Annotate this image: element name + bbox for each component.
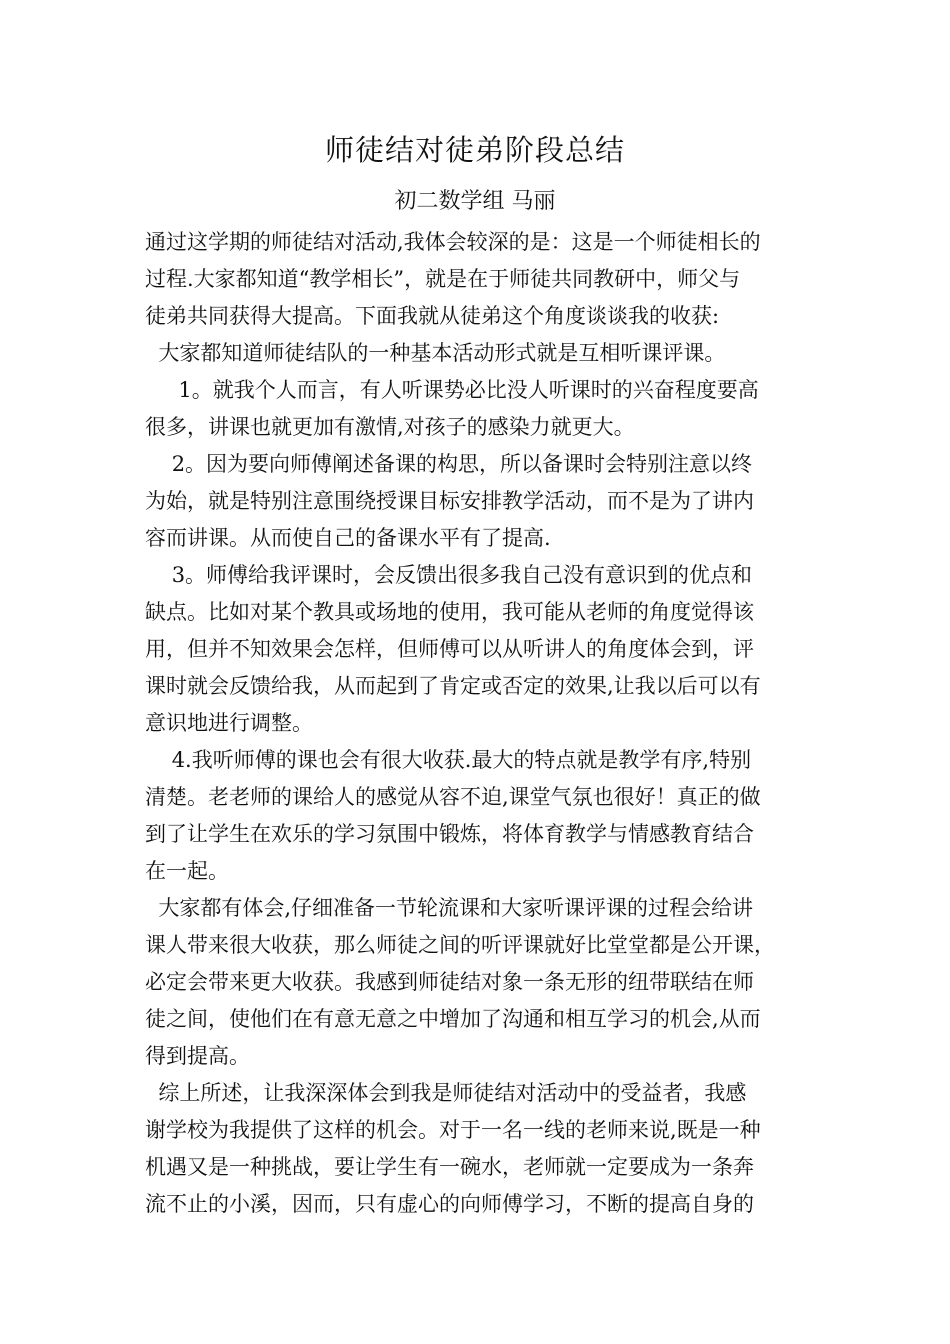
body-line: 1。就我个人而言，有人听课势必比没人听课时的兴奋程度要高: [145, 378, 759, 402]
body-line: 用，但并不知效果会怎样，但师傅可以从听讲人的角度体会到，评: [145, 637, 754, 661]
body-line: 徒之间，使他们在有意无意之中增加了沟通和相互学习的机会,从而: [145, 1007, 761, 1031]
body-line: 意识地进行调整。: [145, 711, 313, 735]
body-line: 徒弟共同获得大提高。下面我就从徒弟这个角度谈谈我的收获:: [145, 304, 720, 328]
body-line: 机遇又是一种挑战，要让学生有一碗水，老师就一定要成为一条奔: [145, 1155, 754, 1179]
body-line: 必定会带来更大收获。我感到师徒结对象一条无形的纽带联结在师: [145, 970, 754, 994]
body-line: 很多，讲课也就更加有激情,对孩子的感染力就更大。: [145, 415, 635, 439]
body-line: 2。因为要向师傅阐述备课的构思，所以备课时会特别注意以终: [145, 452, 753, 476]
body-line: 大家都有体会,仔细准备一节轮流课和大家听课评课的过程会给讲: [145, 896, 754, 920]
body-line: 3。师傅给我评课时，会反馈出很多我自己没有意识到的优点和: [145, 563, 753, 587]
body-line: 到了让学生在欢乐的学习氛围中锻炼，将体育教学与情感教育结合: [145, 822, 754, 846]
body-line: 过程.大家都知道“教学相长”，就是在于师徒共同教研中，师父与: [145, 267, 741, 291]
page-title: 师徒结对徒弟阶段总结: [324, 133, 625, 167]
body-line: 课人带来很大收获，那么师徒之间的听评课就好比堂堂都是公开课，: [145, 933, 775, 957]
body-line: 流不止的小溪，因而，只有虚心的向师傅学习，不断的提高自身的: [145, 1192, 754, 1216]
body-line: 4.我听师傅的课也会有很大收获.最大的特点就是教学有序,特别: [145, 748, 752, 772]
body-line: 综上所述，让我深深体会到我是师徒结对活动中的受益者，我感: [145, 1081, 747, 1105]
body-line: 大家都知道师徒结队的一种基本活动形式就是互相听课评课。: [145, 341, 726, 365]
body-line: 课时就会反馈给我，从而起到了肯定或否定的效果,让我以后可以有: [145, 674, 761, 698]
body-line: 为始，就是特别注意围绕授课目标安排教学活动，而不是为了讲内: [145, 489, 754, 513]
body-line: 得到提高。: [145, 1044, 250, 1068]
author-line: 初二数学组 马丽: [394, 189, 556, 214]
body-line: 在一起。: [145, 859, 229, 883]
body-line: 容而讲课。从而使自己的备课水平有了提高.: [145, 526, 551, 550]
body-line: 谢学校为我提供了这样的机会。对于一名一线的老师来说,既是一种: [145, 1118, 761, 1142]
body-line: 通过这学期的师徒结对活动,我体会较深的是：这是一个师徒相长的: [145, 230, 761, 254]
body-line: 缺点。比如对某个教具或场地的使用，我可能从老师的角度觉得该: [145, 600, 754, 624]
body-line: 清楚。老老师的课给人的感觉从容不迫,课堂气氛也很好！真正的做: [145, 785, 761, 809]
